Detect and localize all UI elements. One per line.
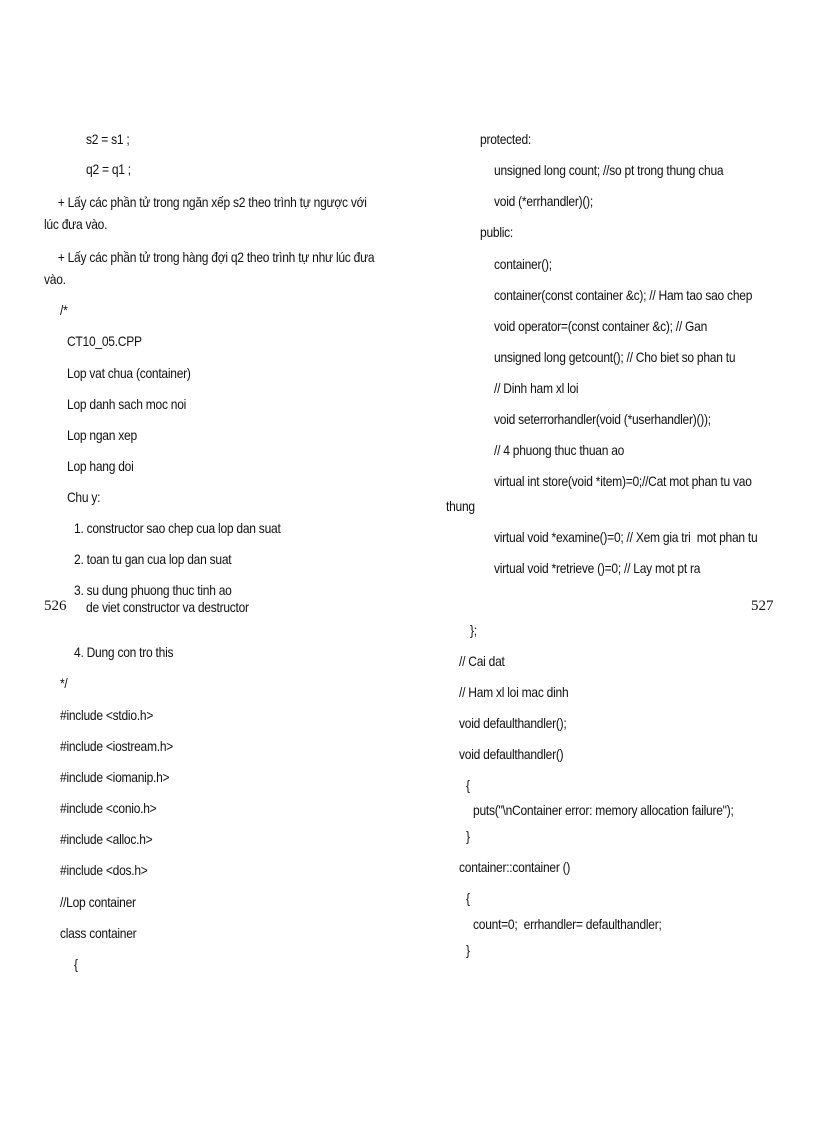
code-line: public:	[480, 224, 514, 240]
text-paragraph: + Lấy các phần tử trong hàng đợi q2 theo trình tự như lúc đưa vào.	[44, 249, 375, 287]
code-line: container();	[494, 256, 552, 272]
code-line: {	[74, 956, 78, 972]
code-line: q2 = q1 ;	[86, 161, 131, 177]
code-line: {	[466, 777, 470, 793]
code-line: void operator=(const container &c); // Gan	[494, 318, 708, 334]
code-line: Lop ngan xep	[67, 427, 137, 443]
code-line: 4. Dung con tro this	[74, 644, 174, 660]
code-line: de viet constructor va destructor	[86, 599, 249, 615]
code-line: // 4 phuong thuc thuan ao	[494, 442, 625, 458]
code-line: // Cai dat	[459, 653, 505, 669]
code-line: 1. constructor sao chep cua lop dan suat	[74, 520, 281, 536]
code-line: {	[466, 890, 470, 906]
code-line: #include <iostream.h>	[60, 738, 174, 754]
code-line: #include <conio.h>	[60, 800, 157, 816]
code-line: count=0; errhandler= defaulthandler;	[473, 916, 662, 932]
code-line: void (*errhandler)();	[494, 193, 593, 209]
code-line: }	[466, 828, 470, 844]
code-line: void defaulthandler()	[459, 746, 564, 762]
code-line: Lop hang doi	[67, 458, 134, 474]
code-line: // Ham xl loi mac dinh	[459, 684, 569, 700]
code-line: Lop danh sach moc noi	[67, 396, 187, 412]
code-line: Chu y:	[67, 489, 101, 505]
code-line: unsigned long getcount(); // Cho biet so phan tu	[494, 349, 736, 365]
code-line: protected:	[480, 131, 531, 147]
code-line: Lop vat chua (container)	[67, 365, 191, 381]
code-line: }	[466, 942, 470, 958]
code-line: /*	[60, 302, 68, 318]
code-line: virtual void *examine()=0; // Xem gia tri mot phan tu	[494, 529, 758, 545]
page-number-right: 527	[751, 598, 774, 614]
code-line: virtual void *retrieve ()=0; // Lay mot pt ra	[494, 560, 701, 576]
code-line: class container	[60, 925, 137, 941]
code-line: #include <dos.h>	[60, 862, 148, 878]
code-line: //Lop container	[60, 894, 136, 910]
code-line: #include <stdio.h>	[60, 707, 154, 723]
code-line: */	[60, 675, 68, 691]
page-number-left: 526	[44, 598, 67, 614]
code-line: void defaulthandler();	[459, 715, 567, 731]
code-line: puts("\nContainer error: memory allocation failure");	[473, 802, 734, 818]
code-line: container::container ()	[459, 859, 571, 875]
code-line: container(const container &c); // Ham tao sao chep	[494, 287, 753, 303]
code-line: void seterrorhandler(void (*userhandler)());	[494, 411, 711, 427]
code-line: virtual int store(void *item)=0;//Cat mot phan tu vao	[494, 473, 752, 489]
code-line: 3. su dung phuong thuc tinh ao	[74, 582, 232, 598]
code-line: // Dinh ham xl loi	[494, 380, 579, 396]
text-paragraph: + Lấy các phần tử trong ngăn xếp s2 theo trình tự ngược với lúc đưa vào.	[44, 194, 367, 232]
code-line: #include <alloc.h>	[60, 831, 153, 847]
code-line: unsigned long count; //so pt trong thung chua	[494, 162, 724, 178]
code-line: s2 = s1 ;	[86, 131, 130, 147]
code-line: thung	[446, 498, 475, 514]
code-line: #include <iomanip.h>	[60, 769, 170, 785]
cut-line-top	[60, 574, 400, 598]
code-line: };	[470, 622, 477, 638]
code-line: CT10_05.CPP	[67, 333, 142, 349]
code-line: 2. toan tu gan cua lop dan suat	[74, 551, 232, 567]
